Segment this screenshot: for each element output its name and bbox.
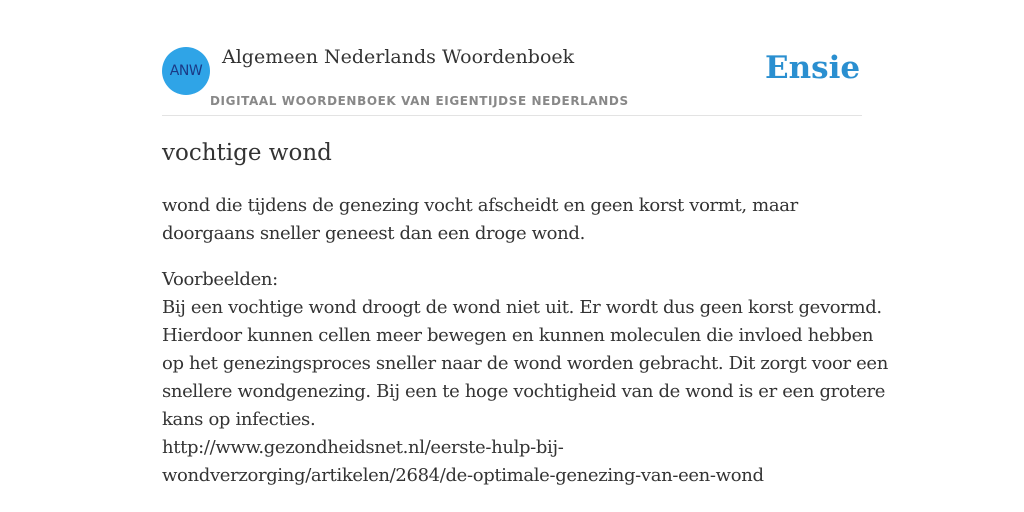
- definition-line: doorgaans sneller geneest dan een droge wond.: [162, 223, 585, 244]
- entry-examples: [162, 266, 888, 490]
- header-divider: [162, 115, 862, 116]
- site-title[interactable]: Algemeen Nederlands Woordenboek: [222, 46, 575, 68]
- anw-logo[interactable]: ANW: [162, 47, 210, 95]
- example-line: snellere wondgenezing. Bij een te hoge vochtigheid van de wond is er een grotere: [162, 381, 886, 402]
- entry-headword: vochtige wond: [162, 140, 332, 166]
- example-line: op het genezingsproces sneller naar de wond worden gebracht. Dit zorgt voor een: [162, 353, 888, 374]
- example-line: Bij een vochtige wond droogt de wond niet uit. Er wordt dus geen korst gevormd.: [162, 297, 882, 318]
- ensie-brand-logo[interactable]: Ensie: [765, 50, 861, 86]
- source-url-line: wondverzorging/artikelen/2684/de-optimale-genezing-van-een-wond: [162, 465, 764, 486]
- example-line: kans op infecties.: [162, 409, 316, 430]
- site-subtitle: DIGITAAL WOORDENBOEK VAN EIGENTIJDSE NEDERLANDS: [210, 94, 629, 108]
- example-line: Hierdoor kunnen cellen meer bewegen en kunnen moleculen die invloed hebben: [162, 325, 874, 346]
- definition-line: wond die tijdens de genezing vocht afscheidt en geen korst vormt, maar: [162, 195, 798, 216]
- examples-label: Voorbeelden:: [162, 269, 278, 290]
- source-url-line: http://www.gezondheidsnet.nl/eerste-hulp-bij-: [162, 437, 564, 458]
- entry-definition: [162, 192, 867, 248]
